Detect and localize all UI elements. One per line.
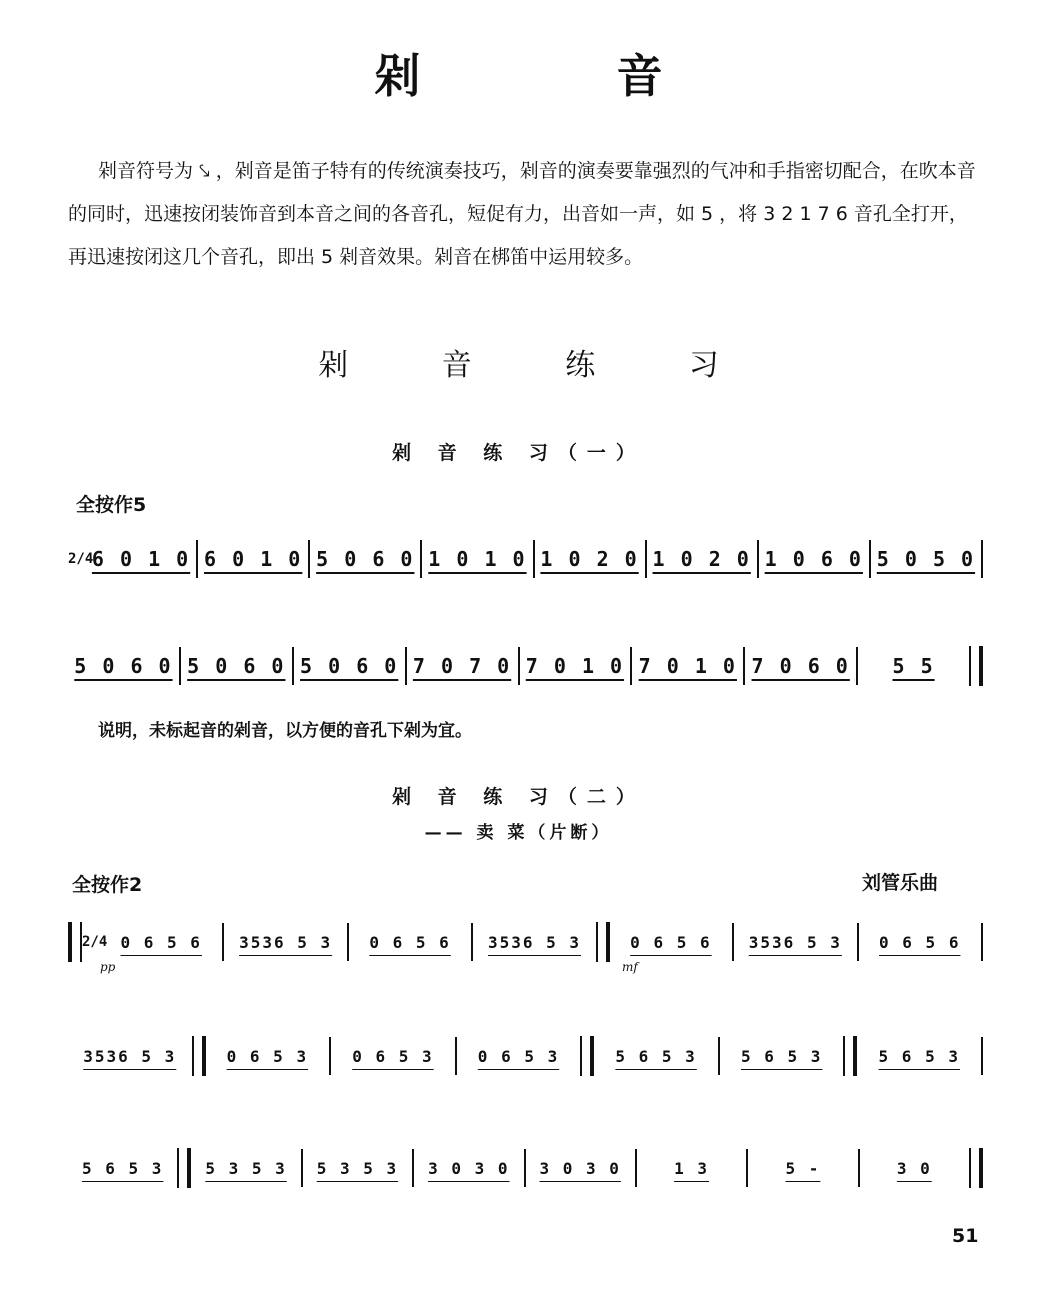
final-barline: [969, 1148, 983, 1188]
measure: 0 6 5 6: [630, 932, 712, 952]
exercise1-staff-line2: [68, 646, 983, 686]
repeat-barline: [580, 1036, 594, 1076]
repeat-barline: [177, 1148, 191, 1188]
measure: 0 6 5 3: [477, 1046, 560, 1066]
measure: 0 6 5 3: [352, 1046, 434, 1066]
time-signature: 2/4: [68, 551, 94, 567]
measure: 5 0 6 0: [300, 654, 399, 678]
measure: 5 0 6 0: [187, 654, 286, 678]
measure: 5 6 5 3: [81, 1158, 164, 1178]
measure: 7 0 1 0: [525, 654, 625, 678]
measure: 5 3 5 3: [205, 1158, 287, 1178]
page-title: 剁 音: [374, 49, 753, 103]
measure: 3 0 3 0: [539, 1158, 621, 1178]
exercise1-title: 剁 音 练 习（一）: [392, 442, 645, 464]
time-signature: 2/4: [82, 934, 108, 950]
barline: [981, 1037, 983, 1075]
repeat-barline: [192, 1036, 206, 1076]
exercise2-subtitle: —— 卖 菜（片断）: [424, 823, 613, 843]
final-barline: [969, 646, 983, 686]
measure: 1 0 1 0: [428, 547, 527, 571]
measure: 7 0 7 0: [412, 654, 512, 678]
measure: 5 6 5 3: [740, 1046, 823, 1066]
repeat-barline: [843, 1036, 857, 1076]
measure: 1 0 2 0: [540, 547, 639, 571]
measure: 0 6 5 6: [879, 932, 961, 952]
exercise2-fingering: 全按作2: [72, 874, 143, 896]
measure: 1 0 2 0: [652, 547, 751, 571]
exercise2-staff-line3: [68, 1148, 983, 1188]
repeat-start: [68, 922, 82, 962]
measure: 5 0 6 0: [316, 547, 415, 571]
repeat-barline: [596, 922, 610, 962]
exercise2-staff-line2: [68, 1036, 983, 1076]
composer: 刘管乐曲: [862, 872, 939, 894]
measure: 3536 5 3: [487, 932, 581, 952]
measure: 3536 5 3: [748, 932, 842, 952]
measure: 6 0 1 0: [204, 547, 303, 571]
barline: [981, 923, 983, 961]
dynamic-pp: pp: [100, 960, 116, 974]
page-number: 51: [952, 1225, 979, 1247]
section-title: 剁 音 练 习: [318, 348, 761, 383]
measure: 3 0 3 0: [428, 1158, 510, 1178]
dynamic-mf: mf: [622, 960, 638, 974]
intro-paragraph: [68, 150, 983, 279]
measure: 5 0 6 0: [74, 654, 173, 678]
measure: 3536 5 3: [239, 932, 333, 952]
measure: 5 6 5 3: [878, 1046, 960, 1066]
measure: 3536 5 3: [83, 1046, 177, 1066]
measure: 6 0 1 0: [91, 547, 191, 571]
measure: 7 0 6 0: [751, 654, 850, 678]
measure: 5 -: [785, 1158, 821, 1178]
measure: 0 6 5 6: [369, 932, 451, 952]
measure: 3 0: [896, 1158, 932, 1178]
measure: 5 3 5 3: [316, 1158, 399, 1178]
measure: 1 3: [674, 1158, 710, 1178]
measure: 5 5: [892, 654, 935, 678]
exercise1-staff-line1: [68, 540, 983, 578]
exercise2-staff-line1: [68, 922, 983, 962]
exercise2-title: 剁 音 练 习（二）: [392, 786, 645, 808]
measure: 0 6 5 3: [226, 1046, 309, 1066]
intro-text: 剁音符号为 ⤥ ，剁音是笛子特有的传统演奏技巧，剁音的演奏要靠强烈的气冲和手指密切配合，在吹本音的同时，迅速按闭装饰音到本音之间的各音孔，短促有力，出音如一声，如 5 ，将 3 2 1 7 6 音孔全打开，再迅速按闭这几个音孔，即出 5 剁音效果。剁音在梆笛中运用较多。: [68, 160, 976, 268]
measure: 0 6 5 6: [120, 932, 202, 952]
measure: 7 0 1 0: [638, 654, 737, 678]
measure: 5 0 5 0: [876, 547, 976, 571]
exercise1-note: 说明，未标起音的剁音，以方便的音孔下剁为宜。: [98, 721, 472, 741]
barline: [981, 540, 983, 578]
measure: 5 6 5 3: [615, 1046, 697, 1066]
measure: 1 0 6 0: [764, 547, 863, 571]
exercise1-fingering: 全按作5: [76, 494, 147, 516]
